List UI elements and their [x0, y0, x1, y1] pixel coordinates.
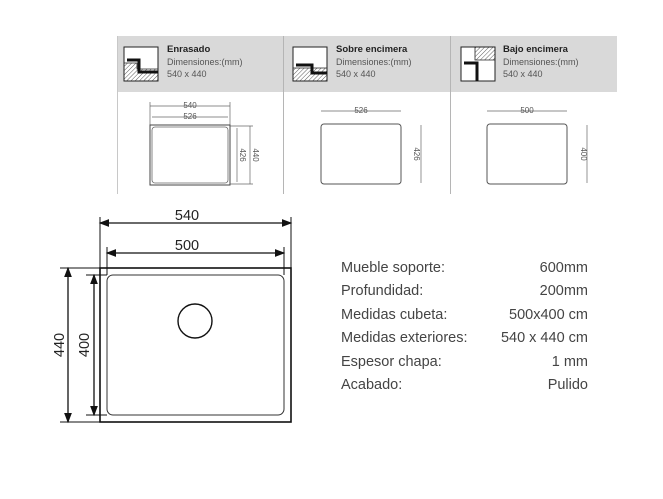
undermount-icon — [460, 46, 496, 82]
spec-row — [341, 330, 591, 353]
outer-width-label: 540 — [183, 101, 197, 110]
spec-value: Pulido — [547, 376, 588, 393]
panel-header — [284, 36, 450, 92]
panel-drawing — [117, 92, 283, 194]
dimensions-label: Dimensiones:(mm) — [336, 57, 412, 67]
installation-types-panel — [117, 36, 617, 194]
outer-width-label: 540 — [174, 208, 200, 224]
inner-width-label: 526 — [183, 112, 197, 121]
spec-row — [341, 260, 591, 283]
top-mount-icon — [292, 46, 328, 82]
spec-row — [341, 377, 591, 400]
sink-outer-rim — [100, 268, 291, 422]
spec-label: Medidas cubeta: — [341, 306, 448, 323]
panel-title: Enrasado — [167, 44, 211, 55]
inner-width-label: 500 — [174, 238, 200, 254]
panel-header — [117, 36, 283, 92]
spec-label: Medidas exteriores: — [341, 330, 468, 347]
spec-value: 540 x 440 cm — [500, 330, 588, 347]
panel-title: Sobre encimera — [336, 44, 408, 55]
outer-height-label: 440 — [52, 332, 68, 358]
spec-row — [341, 354, 591, 377]
dimensions-label: Dimensiones:(mm) — [167, 57, 243, 67]
outer-height-label: 440 — [251, 148, 260, 162]
dimensions-value: 540 x 440 — [336, 69, 376, 79]
specifications-list — [341, 260, 591, 400]
spec-label: Espesor chapa: — [341, 353, 442, 370]
spec-value: 600mm — [539, 260, 588, 276]
height-label: 400 — [579, 147, 588, 161]
undermount-drawing — [451, 92, 617, 194]
inner-height-label: 400 — [77, 332, 93, 358]
spec-value: 1 mm — [551, 353, 588, 370]
spec-label: Profundidad: — [341, 283, 424, 300]
spec-row — [341, 307, 591, 330]
height-label: 426 — [412, 147, 421, 161]
width-label: 526 — [354, 106, 368, 115]
drain-hole — [178, 304, 212, 338]
sink-technical-drawing — [0, 195, 310, 435]
flush-mount-drawing — [117, 92, 283, 194]
sink-bowl — [107, 275, 284, 415]
panel-undermount — [451, 36, 617, 194]
inner-height-label: 426 — [238, 148, 247, 162]
panel-drawing — [451, 92, 617, 194]
spec-label: Mueble soporte: — [341, 260, 445, 276]
dimensions-value: 540 x 440 — [503, 69, 543, 79]
spec-row — [341, 283, 591, 306]
panel-drawing — [284, 92, 450, 194]
panel-flush-mount — [117, 36, 283, 194]
top-mount-drawing — [284, 92, 450, 194]
spec-value: 200mm — [539, 283, 588, 300]
panel-top-mount — [284, 36, 450, 194]
dimensions-value: 540 x 440 — [167, 69, 207, 79]
panel-header — [451, 36, 617, 92]
flush-mount-icon — [123, 46, 159, 82]
width-label: 500 — [520, 106, 534, 115]
spec-value: 500x400 cm — [509, 306, 588, 323]
spec-label: Acabado: — [341, 376, 403, 393]
panel-title: Bajo encimera — [503, 44, 568, 55]
dimensions-label: Dimensiones:(mm) — [503, 57, 579, 67]
